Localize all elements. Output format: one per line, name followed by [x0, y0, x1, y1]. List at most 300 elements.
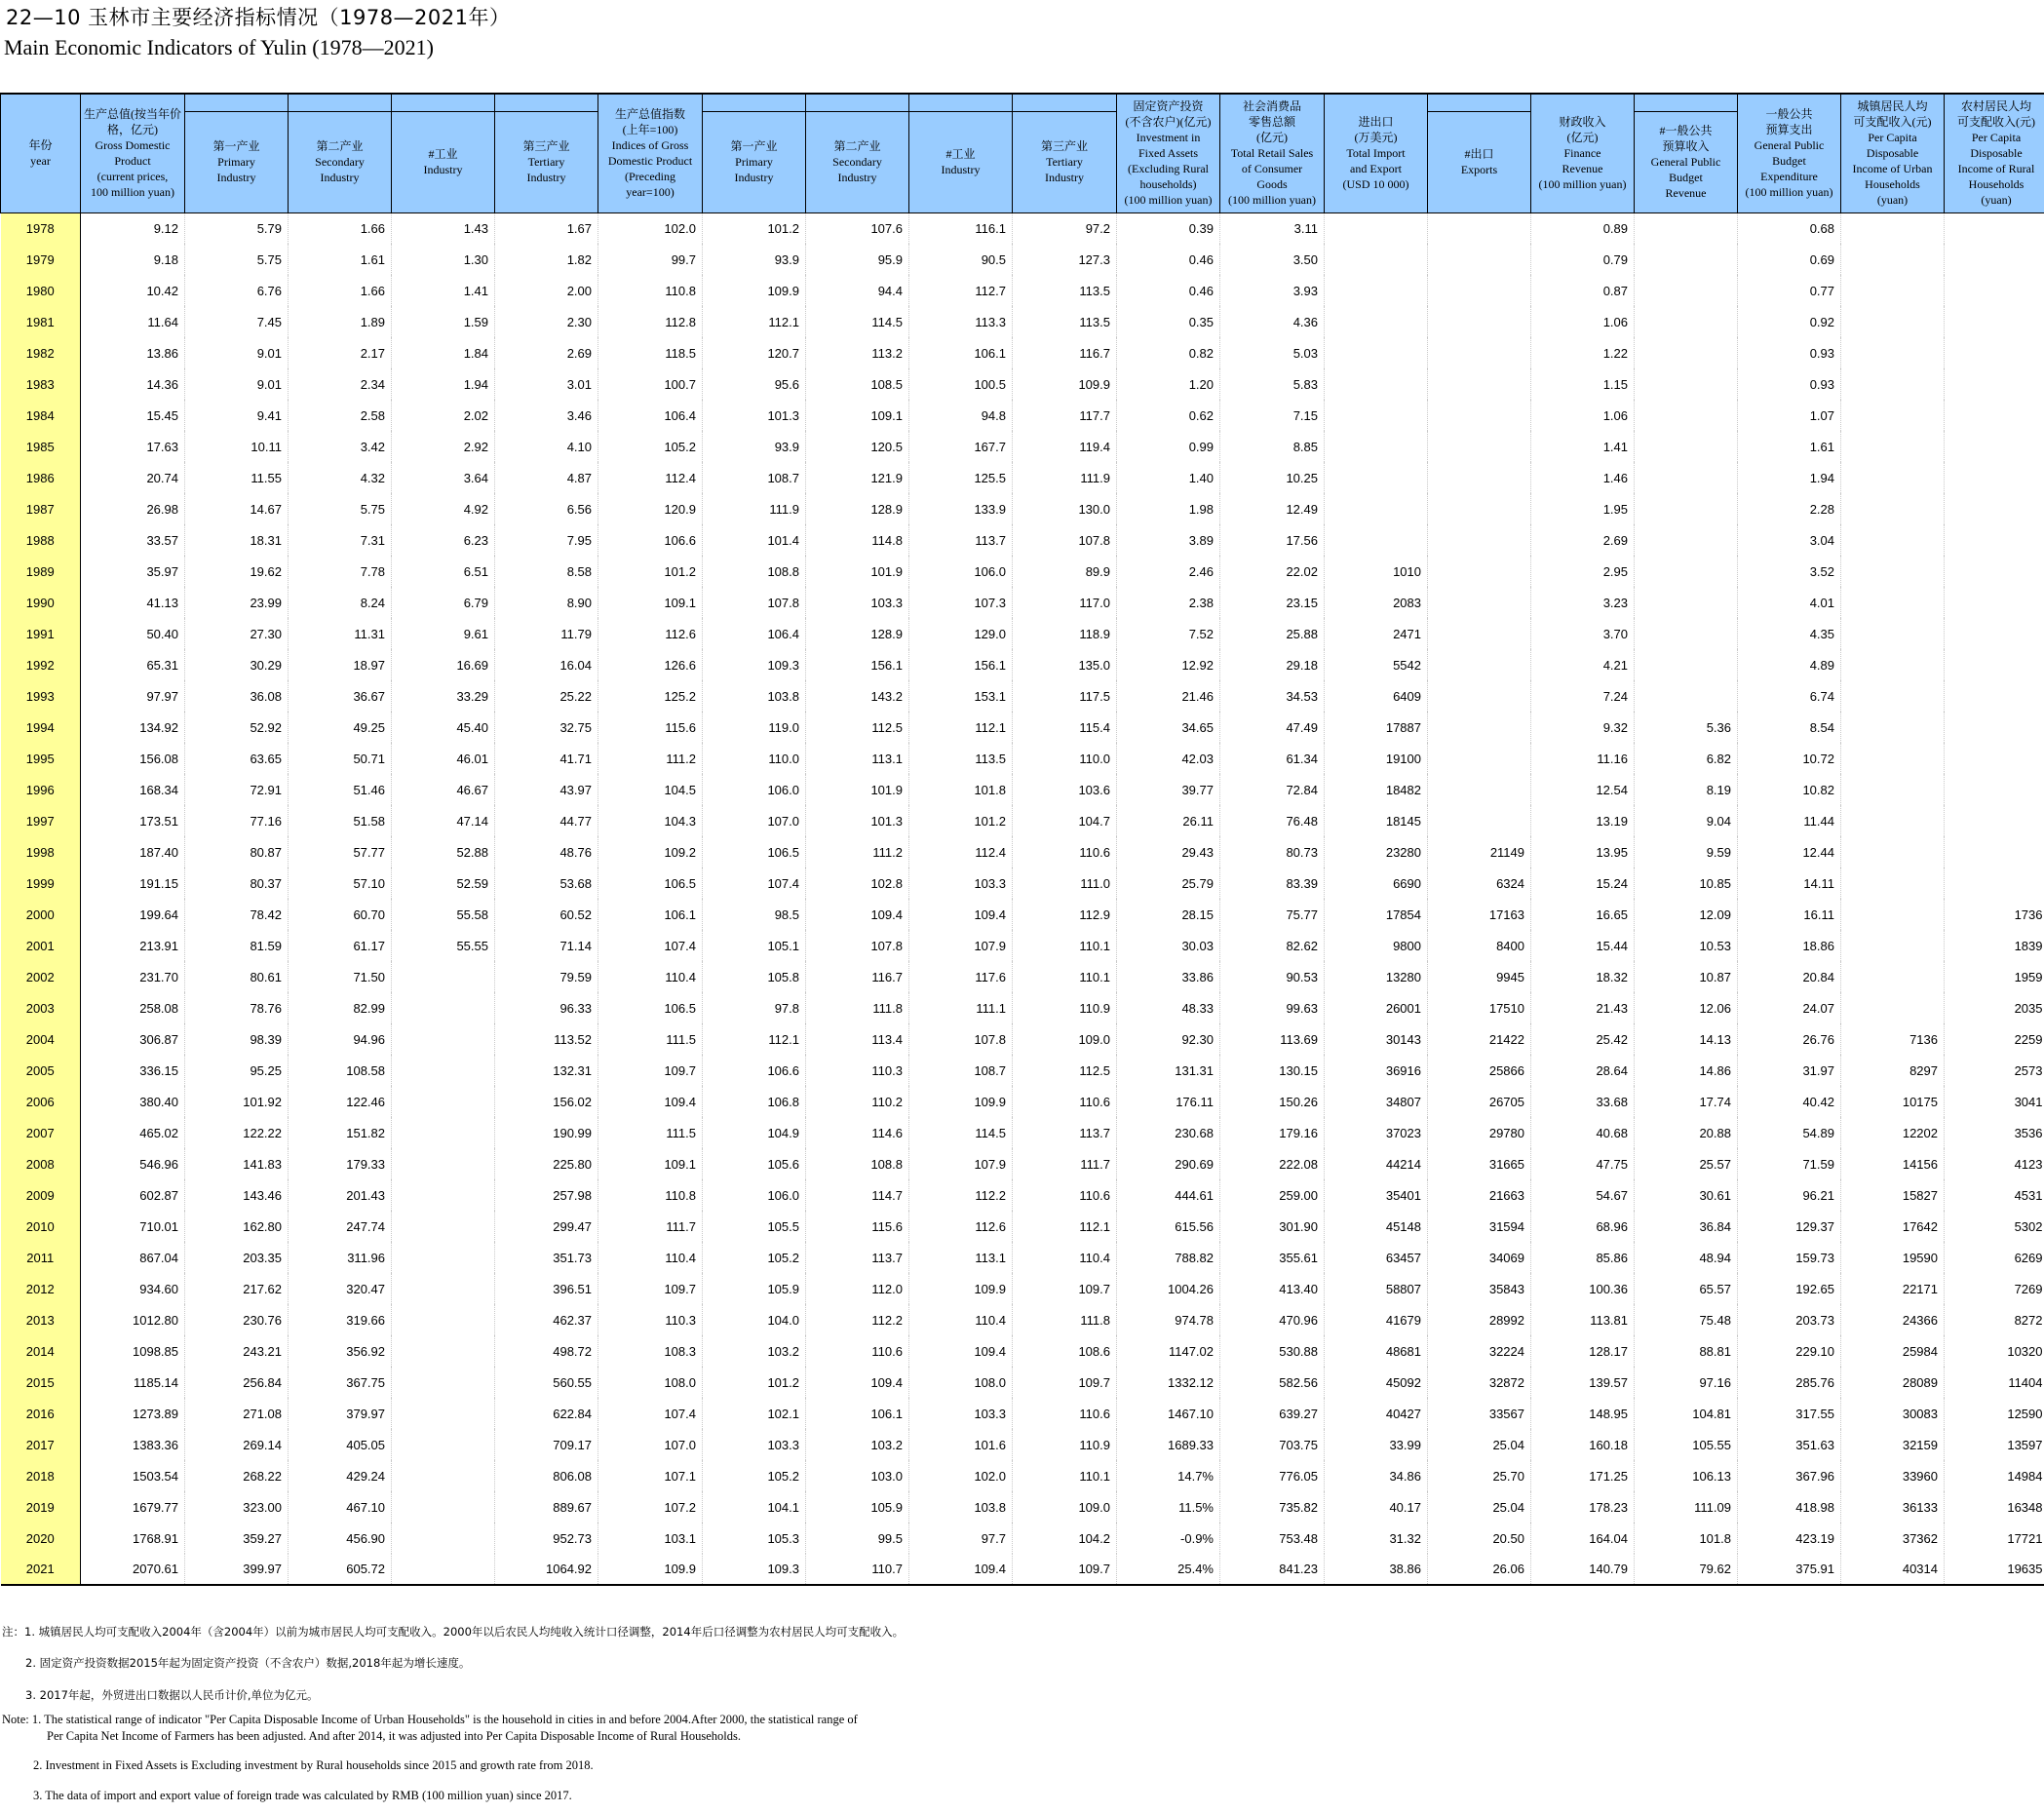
data-cell	[1635, 400, 1738, 431]
data-cell: 1679.77	[81, 1491, 185, 1523]
data-cell: 290.69	[1117, 1148, 1220, 1179]
data-cell: 25.04	[1428, 1429, 1531, 1460]
data-cell: 110.4	[909, 1304, 1013, 1335]
data-cell: 191.15	[81, 868, 185, 899]
data-cell: 17.56	[1220, 524, 1325, 556]
data-cell: 1.61	[289, 244, 392, 275]
data-cell: 26.76	[1738, 1023, 1841, 1055]
data-cell: 3.42	[289, 431, 392, 462]
data-cell: 141.83	[185, 1148, 289, 1179]
data-cell: 17721	[1945, 1523, 2044, 1554]
data-cell: 222.08	[1220, 1148, 1325, 1179]
table-row	[1, 649, 2044, 680]
data-cell: 139.57	[1531, 1367, 1635, 1398]
data-cell: 0.82	[1117, 337, 1220, 368]
data-cell: 111.5	[598, 1117, 703, 1148]
data-cell: 8.58	[495, 556, 598, 587]
data-cell: 1503.54	[81, 1460, 185, 1491]
data-cell: 22171	[1841, 1273, 1945, 1304]
data-cell: 17642	[1841, 1211, 1945, 1242]
table-row	[1, 899, 2044, 930]
data-cell: 112.6	[909, 1211, 1013, 1242]
data-cell: 10.85	[1635, 868, 1738, 899]
data-cell: 61.17	[289, 930, 392, 961]
data-cell: 14.67	[185, 493, 289, 524]
data-cell: 3.93	[1220, 275, 1325, 306]
data-cell: 317.55	[1738, 1398, 1841, 1429]
data-cell: 29.18	[1220, 649, 1325, 680]
data-cell: 19635	[1945, 1554, 2044, 1585]
data-cell: 117.6	[909, 961, 1013, 992]
table-row	[1, 712, 2044, 743]
data-cell: 108.8	[806, 1148, 909, 1179]
data-cell: 4.89	[1738, 649, 1841, 680]
data-cell: 167.7	[909, 431, 1013, 462]
table-row	[1, 337, 2044, 368]
data-cell: 95.9	[806, 244, 909, 275]
data-cell: 107.6	[806, 212, 909, 244]
data-cell: 63.65	[185, 743, 289, 774]
data-cell: 1959	[1945, 961, 2044, 992]
data-cell: 20.84	[1738, 961, 1841, 992]
data-cell: 14984	[1945, 1460, 2044, 1491]
data-cell: 0.77	[1738, 275, 1841, 306]
data-cell	[392, 992, 495, 1023]
data-cell: 94.96	[289, 1023, 392, 1055]
data-cell	[1841, 462, 1945, 493]
data-cell	[1428, 493, 1531, 524]
year-cell: 2019	[1, 1491, 81, 1523]
data-cell	[1841, 368, 1945, 400]
data-cell: 1839	[1945, 930, 2044, 961]
data-cell: 127.3	[1013, 244, 1117, 275]
data-cell	[392, 1491, 495, 1523]
data-cell: 203.35	[185, 1242, 289, 1273]
data-cell: 934.60	[81, 1273, 185, 1304]
data-cell: 45092	[1325, 1367, 1428, 1398]
data-cell: 37023	[1325, 1117, 1428, 1148]
data-cell: 81.59	[185, 930, 289, 961]
col-header-gap	[1013, 94, 1117, 111]
data-cell: 50.71	[289, 743, 392, 774]
data-cell: 118.9	[1013, 618, 1117, 649]
data-cell: 2.46	[1117, 556, 1220, 587]
page-title-en: Main Economic Indicators of Yulin (1978—2021)	[4, 35, 434, 59]
data-cell: 8.24	[289, 587, 392, 618]
data-cell: 106.1	[598, 899, 703, 930]
data-cell: 75.77	[1220, 899, 1325, 930]
data-cell: 0.87	[1531, 275, 1635, 306]
data-cell: 82.62	[1220, 930, 1325, 961]
data-cell	[1841, 431, 1945, 462]
data-cell: 6.82	[1635, 743, 1738, 774]
data-cell: 112.5	[1013, 1055, 1117, 1086]
year-cell: 1985	[1, 431, 81, 462]
data-cell: 30083	[1841, 1398, 1945, 1429]
data-cell	[1945, 275, 2044, 306]
data-cell: 1.41	[1531, 431, 1635, 462]
data-cell: 243.21	[185, 1335, 289, 1367]
year-cell: 2007	[1, 1117, 81, 1148]
data-cell: 111.8	[806, 992, 909, 1023]
data-cell: 107.8	[703, 587, 806, 618]
data-cell: 3.23	[1531, 587, 1635, 618]
data-cell: 21.43	[1531, 992, 1635, 1023]
year-cell: 2016	[1, 1398, 81, 1429]
data-cell: 867.04	[81, 1242, 185, 1273]
data-cell: 117.7	[1013, 400, 1117, 431]
data-cell: 615.56	[1117, 1211, 1220, 1242]
data-cell: 4.36	[1220, 306, 1325, 337]
data-cell: 110.6	[1013, 836, 1117, 868]
data-cell: 96.33	[495, 992, 598, 1023]
data-cell: 269.14	[185, 1429, 289, 1460]
data-cell: 379.97	[289, 1398, 392, 1429]
data-cell: 753.48	[1220, 1523, 1325, 1554]
data-cell: 107.8	[806, 930, 909, 961]
data-cell: 125.5	[909, 462, 1013, 493]
data-cell: 8400	[1428, 930, 1531, 961]
note-cn-1: 注：1. 城镇居民人均可支配收入2004年（含2004年）以前为城市居民人均可支配收入。2000年以后农民人均纯收入统计口径调整，2014年后口径调整为农村居民人均可支配收入。	[2, 1625, 905, 1639]
data-cell: 109.7	[1013, 1273, 1117, 1304]
data-cell	[1428, 337, 1531, 368]
data-cell: 110.0	[1013, 743, 1117, 774]
data-cell: 2471	[1325, 618, 1428, 649]
col-header-trade: 进出口 (万美元) Total Import and Export (USD 10 000)	[1325, 94, 1428, 212]
data-cell: 110.9	[1013, 992, 1117, 1023]
data-cell: 709.17	[495, 1429, 598, 1460]
data-cell: 95.6	[703, 368, 806, 400]
data-cell: 1.66	[289, 275, 392, 306]
data-cell: 106.8	[703, 1086, 806, 1117]
data-cell: 110.1	[1013, 930, 1117, 961]
data-cell: 34.65	[1117, 712, 1220, 743]
data-cell: 113.5	[1013, 275, 1117, 306]
data-cell: 108.6	[1013, 1335, 1117, 1367]
year-cell: 1994	[1, 712, 81, 743]
data-cell: 2.00	[495, 275, 598, 306]
col-header-industry: #工业 Industry	[392, 111, 495, 212]
data-cell	[1325, 524, 1428, 556]
data-cell	[1635, 493, 1738, 524]
data-cell: 5.36	[1635, 712, 1738, 743]
data-cell	[1635, 524, 1738, 556]
data-cell: 470.96	[1220, 1304, 1325, 1335]
data-cell: 176.11	[1117, 1086, 1220, 1117]
data-cell: 48.94	[1635, 1242, 1738, 1273]
table-row	[1, 1086, 2044, 1117]
data-cell: 375.91	[1738, 1554, 1841, 1585]
data-cell: 110.4	[598, 1242, 703, 1273]
data-cell: 776.05	[1220, 1460, 1325, 1491]
data-cell: 13.95	[1531, 836, 1635, 868]
data-cell	[1945, 680, 2044, 712]
data-cell: 9.18	[81, 244, 185, 275]
data-cell: 61.34	[1220, 743, 1325, 774]
data-cell: 2.69	[495, 337, 598, 368]
data-cell: 1.98	[1117, 493, 1220, 524]
data-cell: 17887	[1325, 712, 1428, 743]
data-cell: 4531	[1945, 1179, 2044, 1211]
data-cell: 1.15	[1531, 368, 1635, 400]
data-cell: 6269	[1945, 1242, 2044, 1273]
data-cell: 103.1	[598, 1523, 703, 1554]
data-cell: 98.5	[703, 899, 806, 930]
data-cell: 9.04	[1635, 805, 1738, 836]
data-cell: 156.02	[495, 1086, 598, 1117]
data-cell	[1841, 337, 1945, 368]
data-cell: 2035	[1945, 992, 2044, 1023]
data-cell	[1428, 275, 1531, 306]
data-cell: 132.31	[495, 1055, 598, 1086]
data-cell: 12.06	[1635, 992, 1738, 1023]
data-cell: 3.52	[1738, 556, 1841, 587]
data-cell: 60.52	[495, 899, 598, 930]
data-cell: 15.24	[1531, 868, 1635, 899]
data-cell: 1.30	[392, 244, 495, 275]
data-cell	[1635, 587, 1738, 618]
data-cell: 25.22	[495, 680, 598, 712]
data-cell	[1945, 712, 2044, 743]
data-cell: 113.7	[1013, 1117, 1117, 1148]
data-cell: 92.30	[1117, 1023, 1220, 1055]
data-cell: 0.68	[1738, 212, 1841, 244]
data-cell: 39.77	[1117, 774, 1220, 805]
data-cell: 5302	[1945, 1211, 2044, 1242]
data-cell: 6.76	[185, 275, 289, 306]
data-cell: 105.2	[703, 1242, 806, 1273]
data-cell: 140.79	[1531, 1554, 1635, 1585]
data-cell: 12.54	[1531, 774, 1635, 805]
data-cell: 44.77	[495, 805, 598, 836]
data-cell: 46.01	[392, 743, 495, 774]
data-cell: 129.37	[1738, 1211, 1841, 1242]
data-cell: 1.61	[1738, 431, 1841, 462]
data-cell: 111.2	[806, 836, 909, 868]
data-cell: 25984	[1841, 1335, 1945, 1367]
data-cell: 11.64	[81, 306, 185, 337]
data-cell: 16.69	[392, 649, 495, 680]
year-cell: 1991	[1, 618, 81, 649]
data-cell: 0.46	[1117, 275, 1220, 306]
data-cell: 88.81	[1635, 1335, 1738, 1367]
data-cell: 1689.33	[1117, 1429, 1220, 1460]
data-cell: 105.8	[703, 961, 806, 992]
data-cell: 31665	[1428, 1148, 1531, 1179]
data-cell: 36916	[1325, 1055, 1428, 1086]
table-row	[1, 1055, 2044, 1086]
data-cell: 31.97	[1738, 1055, 1841, 1086]
data-cell: 159.73	[1738, 1242, 1841, 1273]
data-cell: 105.9	[703, 1273, 806, 1304]
data-cell: 110.4	[598, 961, 703, 992]
data-cell	[392, 1429, 495, 1460]
data-cell: 25.04	[1428, 1491, 1531, 1523]
data-cell: 107.3	[909, 587, 1013, 618]
year-cell: 2021	[1, 1554, 81, 1585]
data-cell: 0.93	[1738, 337, 1841, 368]
data-cell: 35843	[1428, 1273, 1531, 1304]
data-cell: 0.89	[1531, 212, 1635, 244]
year-cell: 2010	[1, 1211, 81, 1242]
year-cell: 2002	[1, 961, 81, 992]
data-cell: 498.72	[495, 1335, 598, 1367]
data-cell: 25866	[1428, 1055, 1531, 1086]
data-cell: 18.86	[1738, 930, 1841, 961]
data-cell	[1635, 431, 1738, 462]
data-cell	[1635, 306, 1738, 337]
data-cell: 602.87	[81, 1179, 185, 1211]
data-cell: 22.02	[1220, 556, 1325, 587]
data-cell: 2573	[1945, 1055, 2044, 1086]
data-cell: 68.96	[1531, 1211, 1635, 1242]
col-header-primary: 第一产业 Primary Industry	[185, 111, 289, 212]
data-cell: 530.88	[1220, 1335, 1325, 1367]
data-cell: 109.4	[598, 1086, 703, 1117]
year-cell: 1999	[1, 868, 81, 899]
data-cell: 2.30	[495, 306, 598, 337]
data-cell: 639.27	[1220, 1398, 1325, 1429]
data-cell: 48.33	[1117, 992, 1220, 1023]
col-header-tertiary: 第三产业 Tertiary Industry	[495, 111, 598, 212]
data-cell: 319.66	[289, 1304, 392, 1335]
data-cell: 889.67	[495, 1491, 598, 1523]
data-cell: 0.99	[1117, 431, 1220, 462]
data-cell: 108.0	[598, 1367, 703, 1398]
data-cell: 129.0	[909, 618, 1013, 649]
data-cell: 1467.10	[1117, 1398, 1220, 1429]
data-cell: 112.7	[909, 275, 1013, 306]
data-cell: 12202	[1841, 1117, 1945, 1148]
data-cell: 118.5	[598, 337, 703, 368]
data-cell: 9.59	[1635, 836, 1738, 868]
data-cell	[1841, 306, 1945, 337]
data-cell: 14.36	[81, 368, 185, 400]
table-row	[1, 1491, 2044, 1523]
data-cell: 0.35	[1117, 306, 1220, 337]
data-cell: 113.81	[1531, 1304, 1635, 1335]
data-cell: 2259	[1945, 1023, 2044, 1055]
data-cell	[392, 1335, 495, 1367]
data-cell: 103.8	[909, 1491, 1013, 1523]
data-cell: 110.0	[703, 743, 806, 774]
data-cell: 974.78	[1117, 1304, 1220, 1335]
data-cell: 3.11	[1220, 212, 1325, 244]
data-cell: 48681	[1325, 1335, 1428, 1367]
data-cell: 25.88	[1220, 618, 1325, 649]
data-cell: 0.92	[1738, 306, 1841, 337]
data-cell: 99.5	[806, 1523, 909, 1554]
data-cell	[1325, 493, 1428, 524]
data-cell: 104.9	[703, 1117, 806, 1148]
data-cell: 4123	[1945, 1148, 2044, 1179]
data-cell: 201.43	[289, 1179, 392, 1211]
data-cell: 45.40	[392, 712, 495, 743]
data-cell: 7136	[1841, 1023, 1945, 1055]
data-cell: 164.04	[1531, 1523, 1635, 1554]
data-cell: 192.65	[1738, 1273, 1841, 1304]
year-cell: 1978	[1, 212, 81, 244]
data-cell: 109.4	[909, 899, 1013, 930]
data-cell: 5.75	[185, 244, 289, 275]
data-cell	[1841, 244, 1945, 275]
data-cell: 110.8	[598, 275, 703, 306]
data-cell: 178.23	[1531, 1491, 1635, 1523]
data-cell: 89.9	[1013, 556, 1117, 587]
data-cell: 467.10	[289, 1491, 392, 1523]
data-cell: 171.25	[1531, 1460, 1635, 1491]
data-cell: 47.14	[392, 805, 495, 836]
data-cell	[1945, 836, 2044, 868]
data-cell: 259.00	[1220, 1179, 1325, 1211]
data-cell: 6690	[1325, 868, 1428, 899]
data-cell: 30.61	[1635, 1179, 1738, 1211]
data-cell: 14156	[1841, 1148, 1945, 1179]
data-cell	[392, 961, 495, 992]
data-cell: 3041	[1945, 1086, 2044, 1117]
data-cell: 4.87	[495, 462, 598, 493]
data-cell: 31594	[1428, 1211, 1531, 1242]
data-cell: 6.23	[392, 524, 495, 556]
data-cell: 35401	[1325, 1179, 1428, 1211]
data-cell: 6.56	[495, 493, 598, 524]
year-cell: 1983	[1, 368, 81, 400]
table-row	[1, 524, 2044, 556]
data-cell: 106.0	[703, 1179, 806, 1211]
table-row	[1, 212, 2044, 244]
col-header-gap	[185, 94, 289, 111]
data-cell: 1064.92	[495, 1554, 598, 1585]
data-cell: 121.9	[806, 462, 909, 493]
data-cell	[1841, 587, 1945, 618]
data-cell: 11.16	[1531, 743, 1635, 774]
data-cell: 111.5	[598, 1023, 703, 1055]
col-header-urban-income: 城镇居民人均 可支配收入(元) Per Capita Disposable Income of Urban Households (yuan)	[1841, 94, 1945, 212]
data-cell: 47.75	[1531, 1148, 1635, 1179]
col-header-gap	[909, 94, 1013, 111]
data-cell: 32224	[1428, 1335, 1531, 1367]
data-cell: 58807	[1325, 1273, 1428, 1304]
data-cell: 14.86	[1635, 1055, 1738, 1086]
table-row	[1, 1179, 2044, 1211]
data-cell: 105.3	[703, 1523, 806, 1554]
data-cell: 119.0	[703, 712, 806, 743]
year-cell: 2020	[1, 1523, 81, 1554]
data-cell: 120.7	[703, 337, 806, 368]
table-row	[1, 1398, 2044, 1429]
data-cell: 5.75	[289, 493, 392, 524]
data-cell: 7.52	[1117, 618, 1220, 649]
data-cell: 101.9	[806, 774, 909, 805]
data-cell: 18482	[1325, 774, 1428, 805]
data-cell: 1768.91	[81, 1523, 185, 1554]
data-cell: 26.98	[81, 493, 185, 524]
data-cell: 9.01	[185, 337, 289, 368]
data-cell: 3.04	[1738, 524, 1841, 556]
data-cell: 109.9	[909, 1273, 1013, 1304]
data-cell: 113.4	[806, 1023, 909, 1055]
data-cell: 2.28	[1738, 493, 1841, 524]
data-cell	[1428, 212, 1531, 244]
data-cell	[1635, 275, 1738, 306]
year-cell: 2008	[1, 1148, 81, 1179]
data-cell: 399.97	[185, 1554, 289, 1585]
col-header-secondary: 第二产业 Secondary Industry	[289, 111, 392, 212]
data-cell: 105.2	[598, 431, 703, 462]
data-cell: 94.8	[909, 400, 1013, 431]
data-cell: 7269	[1945, 1273, 2044, 1304]
data-cell: 3.70	[1531, 618, 1635, 649]
